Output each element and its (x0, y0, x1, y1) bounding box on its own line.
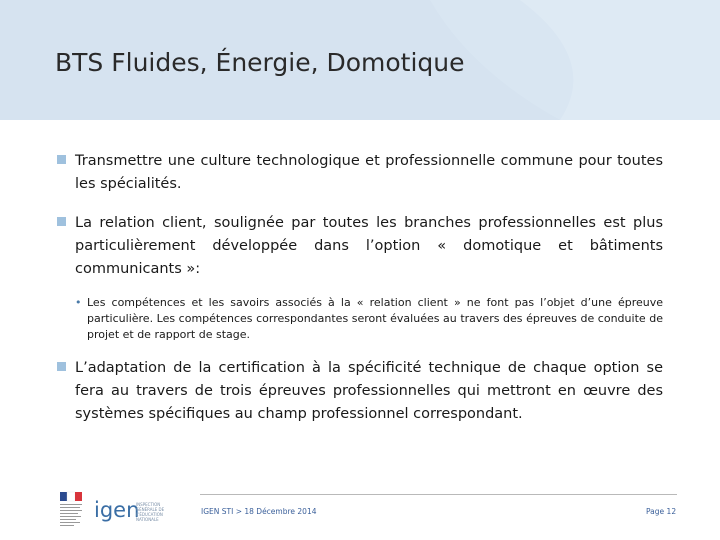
bullet-square-icon (57, 155, 66, 164)
header-band (0, 0, 720, 120)
page-title: BTS Fluides, Énergie, Domotique (55, 48, 465, 77)
bullet-text: de chaque option se fera au travers de (75, 360, 664, 399)
bullet-text-emphasis: L’adaptation de la certification à la spécificité technique (75, 360, 501, 376)
igen-logo-subtext: INSPECTION GÉNÉRALE DE L'ÉDUCATION NATIONALE (136, 502, 165, 522)
bullet-item (55, 150, 663, 196)
bullet-text: pour toutes les spécialités. (75, 153, 663, 192)
page-number: Page 12 (646, 507, 677, 516)
marianne-logo (56, 488, 86, 536)
bullet-square-icon (57, 217, 66, 226)
igen-logo: igen (94, 498, 140, 522)
sub-bullet-item (55, 295, 663, 343)
bullet-item (55, 357, 663, 426)
bullet-text: Transmettre une (75, 153, 201, 169)
bullet-text-emphasis: trois épreuves professionnelles (219, 383, 451, 399)
bullet-text: est plus particulièrement développée dans l’option « domotique et bâtiments communicants »: (75, 215, 663, 277)
slide-body (55, 150, 663, 442)
bullet-text-emphasis: culture technologique et professionnelle commune (200, 153, 574, 169)
bullet-text-emphasis: La relation client, soulignée par toutes les branches professionnelles (75, 215, 596, 231)
bullet-text: qui mettront en œuvre des systèmes spécifiques au champ professionnel correspondant. (75, 383, 664, 422)
sub-bullet-dot-icon: • (75, 296, 82, 309)
sub-bullet-text: Les compétences et les savoirs associés à la « relation client » ne font pas l’objet d’une épreuve particulière. Les compétences correspondantes seront évaluées au travers des épreuves de conduite de projet et de rapport de stage. (87, 296, 663, 341)
bullet-square-icon (57, 362, 66, 371)
bullet-item (55, 212, 663, 281)
footer-date: IGEN STI > 18 Décembre 2014 (201, 507, 317, 516)
footer-divider (200, 494, 677, 495)
